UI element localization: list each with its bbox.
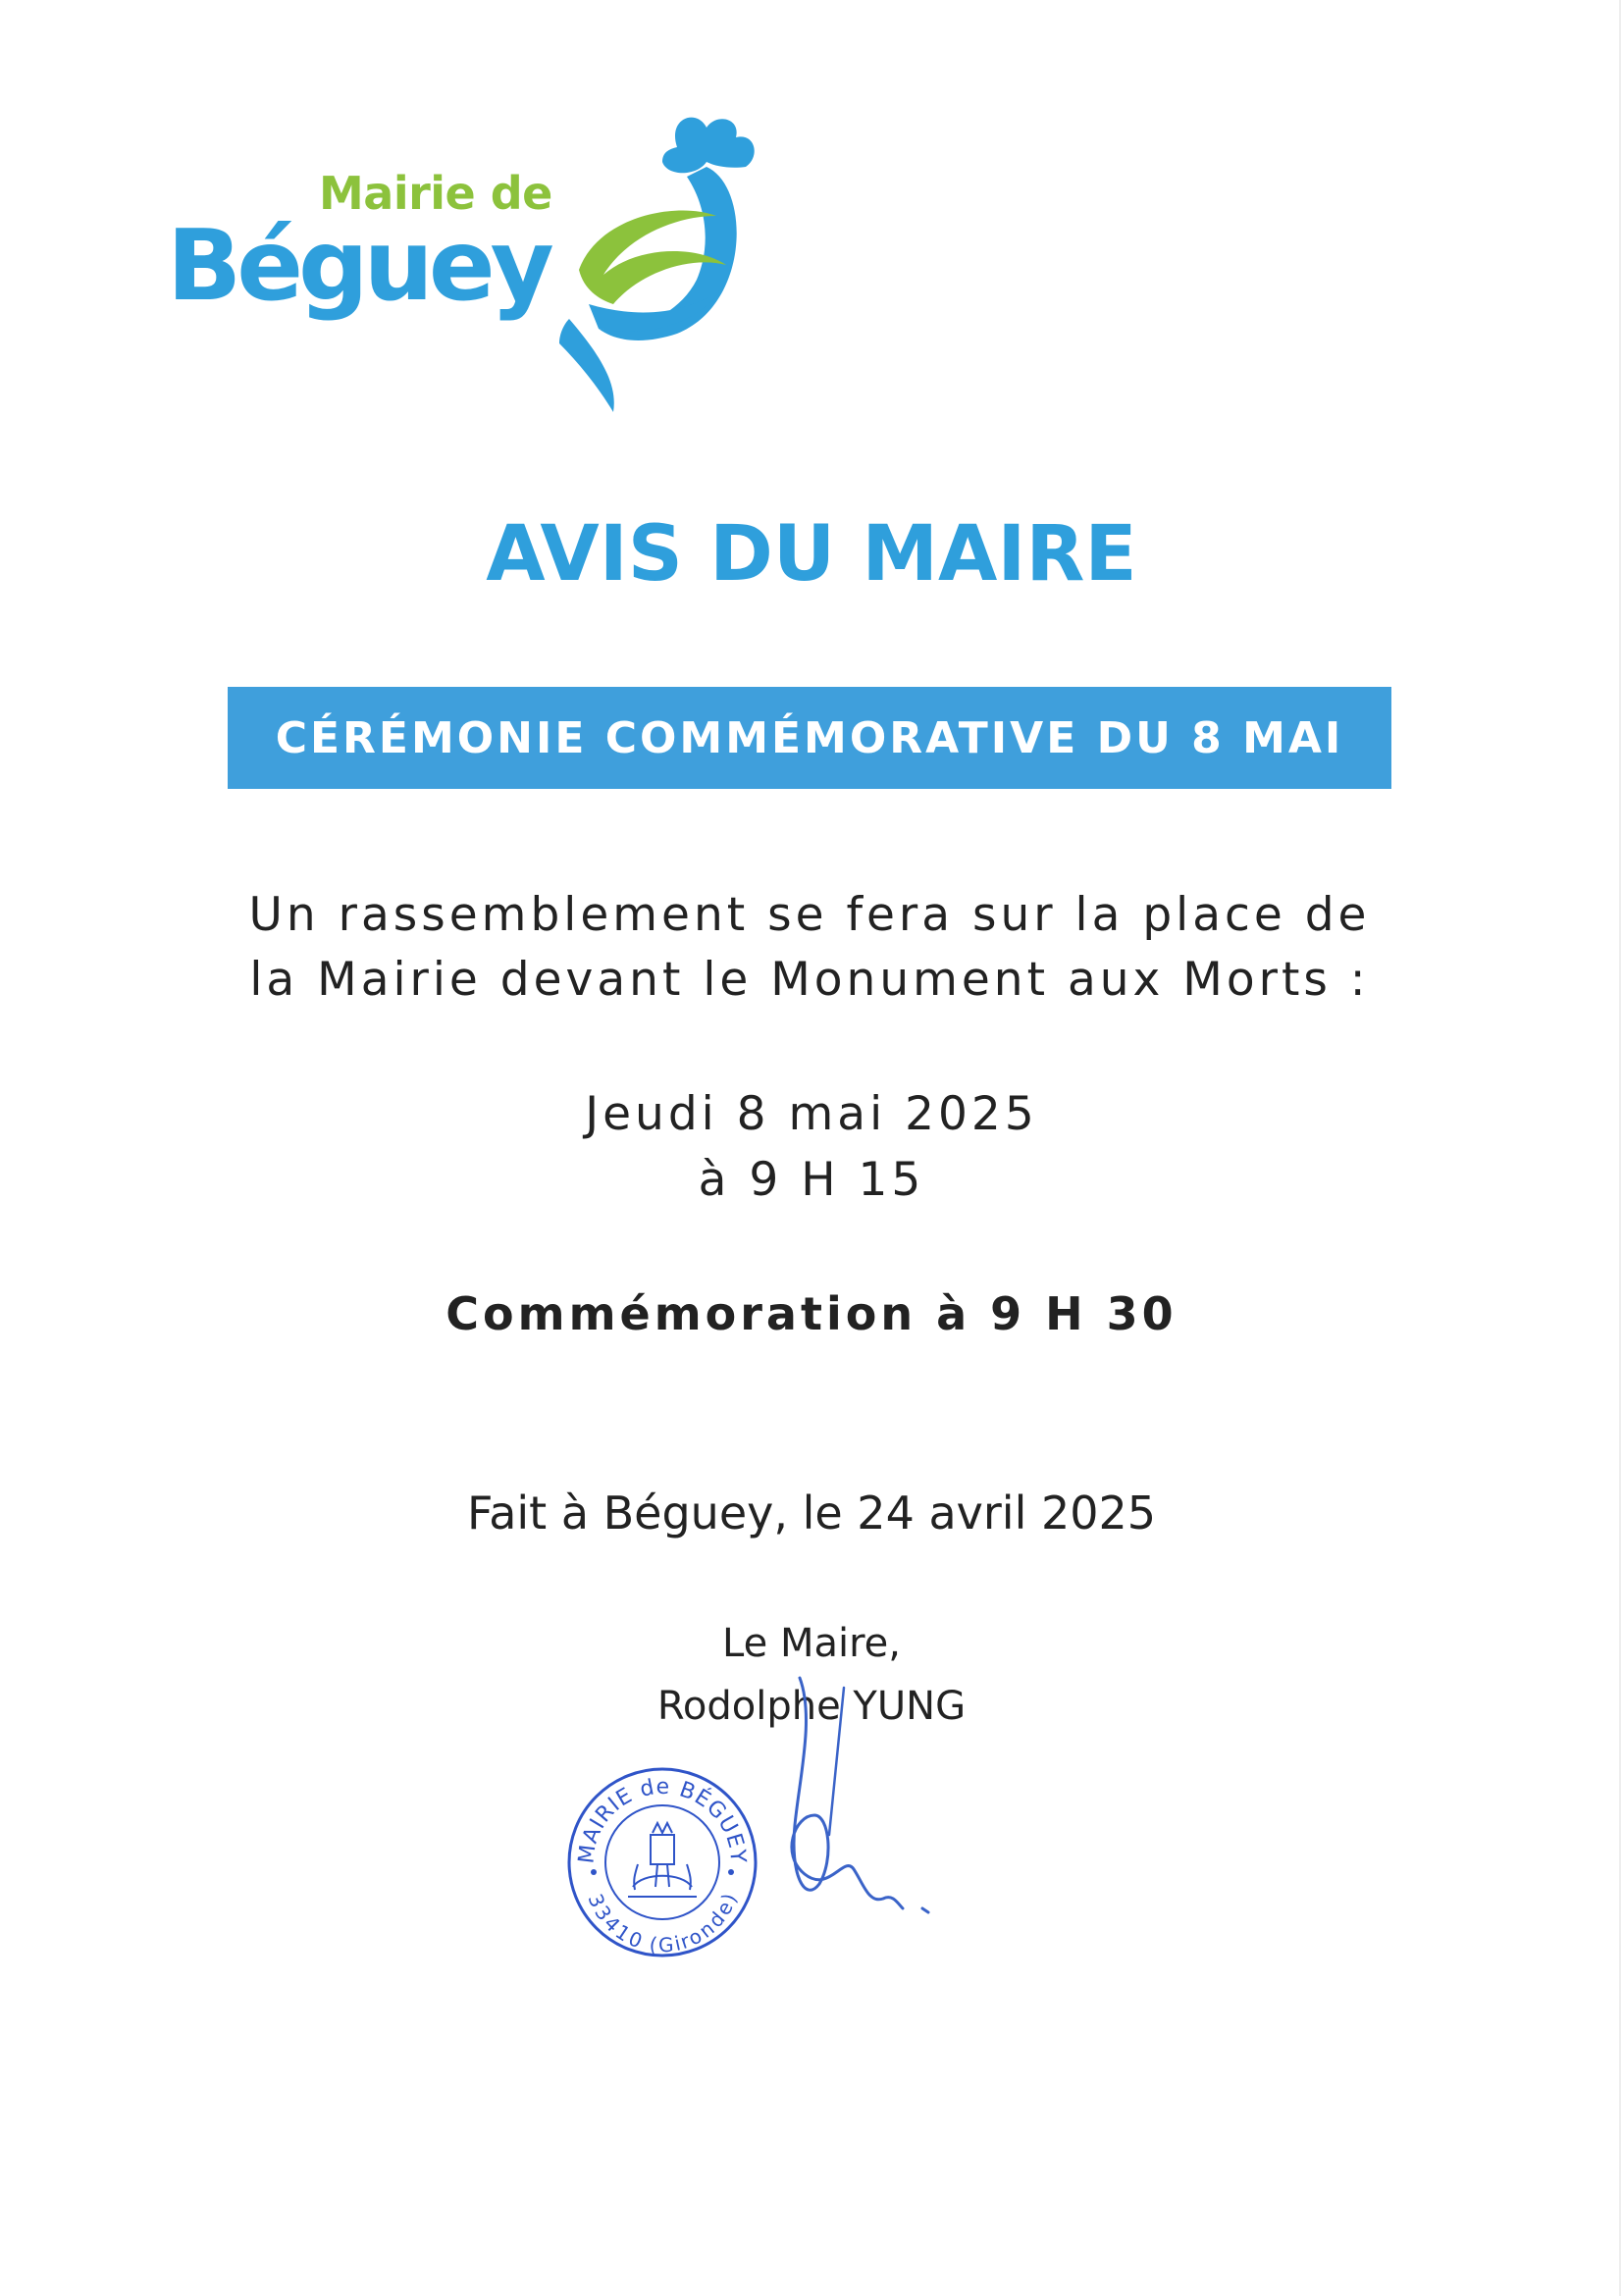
page-edge [1619,0,1621,2296]
paragraph-line-1: Un rassemblement se fera sur la place de [248,888,1371,942]
svg-text:MAIRIE de BÉGUEY [574,1775,750,1865]
logo-line-mairie-de: Mairie de [319,167,552,220]
event-time: à 9 H 15 [698,1153,925,1207]
logo-line-beguey: Béguey [167,208,550,323]
banner-text: CÉRÉMONIE COMMÉMORATIVE DU 8 MAI [275,712,1344,763]
signatory-role: Le Maire, [722,1621,901,1666]
commemoration-time: Commémoration à 9 H 30 [445,1287,1178,1340]
paragraph-line-2: la Mairie devant le Monument aux Morts : [249,953,1370,1007]
signatory-name: Rodolphe YUNG [656,1684,967,1729]
gathering-paragraph [228,883,1391,1013]
mairie-logo [167,108,775,412]
fait-a-date: Fait à Béguey, le 24 avril 2025 [466,1487,1157,1539]
town-hall-stamp [564,1764,760,1960]
stamp-bottom-text: 33410 (Gironde) [583,1890,742,1957]
page-title: AVIS DU MAIRE [486,510,1137,599]
stamp-top-text: MAIRIE de BÉGUEY [574,1774,751,1865]
svg-text:33410 (Gironde) [584,1891,742,1957]
event-date: Jeudi 8 mai 2025 [585,1087,1038,1141]
ceremony-banner [228,687,1391,789]
handwritten-signature [775,1658,952,1943]
rooster-icon [559,108,775,412]
